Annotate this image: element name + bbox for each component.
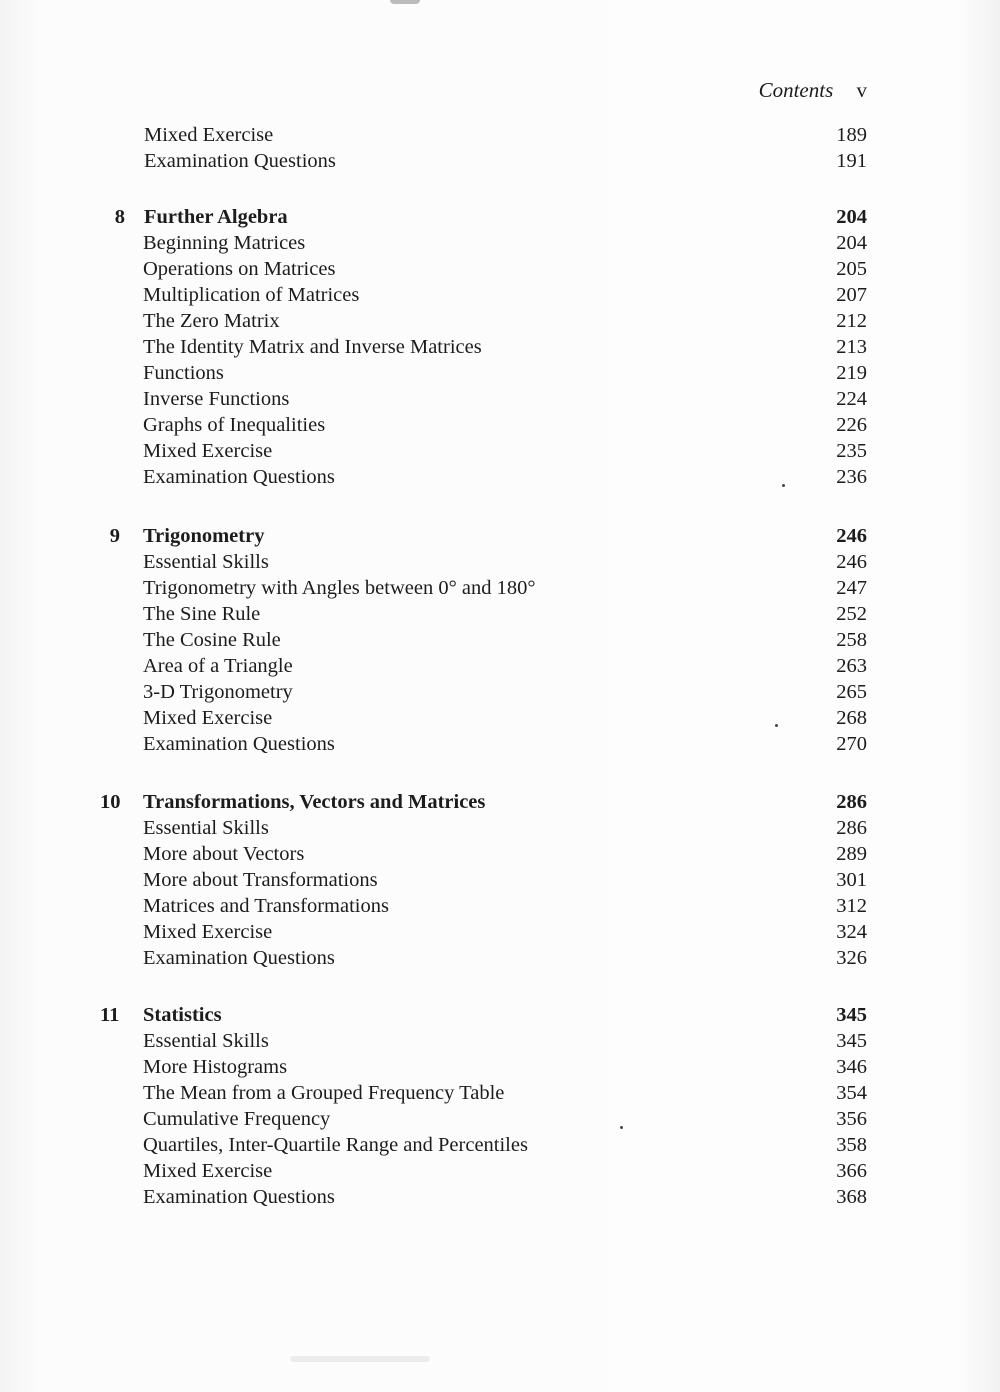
toc-entry [0,1158,1000,1184]
toc-entry-label: Mixed Exercise [143,440,273,462]
toc-entry-page: 268 [836,707,867,729]
toc-entry-page: 265 [836,681,867,703]
chapter-heading [0,789,1000,815]
toc-entry-page: 252 [836,603,867,625]
scan-speck [782,484,785,487]
toc-entry-page: 205 [836,258,867,280]
chapter-number: 11 [100,1004,120,1026]
toc-entry [0,919,1000,945]
toc-entry-page: 301 [836,869,867,891]
toc-entry-label: The Sine Rule [143,603,261,625]
toc-entry-label: Examination Questions [143,947,335,969]
chapter-page: 246 [836,525,867,547]
toc-entry-label: Area of a Triangle [143,655,293,677]
toc-entry [0,731,1000,757]
scan-speck [775,724,778,727]
chapter-page: 204 [836,206,867,228]
chapter-heading [0,204,1000,230]
toc-entry-page: 324 [836,921,867,943]
chapter-page: 345 [836,1004,867,1026]
chapter-title: Transformations, Vectors and Matrices [143,791,486,813]
toc-entry-label: Mixed Exercise [143,707,273,729]
toc-entry [0,464,1000,490]
toc-entry [0,334,1000,360]
toc-entry-label: Essential Skills [143,551,269,573]
toc-entry [0,893,1000,919]
chapter-number: 9 [109,525,120,547]
toc-entry-label: Multiplication of Matrices [143,284,360,306]
toc-entry-label: Examination Questions [143,1186,335,1208]
toc-entry-page: 191 [836,150,867,172]
toc-entry-page: 219 [836,362,867,384]
toc-entry-label: Examination Questions [143,733,335,755]
toc-entry-label: Trigonometry with Angles between 0° and 180° [143,577,536,599]
toc-entry-label: The Zero Matrix [143,310,280,332]
toc-entry [0,679,1000,705]
toc-entry [0,308,1000,334]
toc-entry-label: Graphs of Inequalities [143,414,326,436]
toc-entry-label: 3-D Trigonometry [143,681,293,703]
toc-entry-label: More about Vectors [143,843,305,865]
toc-entry-page: 247 [836,577,867,599]
toc-entry [0,386,1000,412]
toc-entry-page: 246 [836,551,867,573]
toc-entry [0,122,1000,148]
toc-entry [0,1132,1000,1158]
toc-entry-label: Examination Questions [144,150,336,172]
toc-entry-label: Matrices and Transformations [143,895,389,917]
toc-entry-page: 356 [836,1108,867,1130]
toc-entry-page: 207 [836,284,867,306]
toc-entry [0,627,1000,653]
toc-entry [0,867,1000,893]
toc-entry-label: Essential Skills [143,817,269,839]
toc-entry-label: Beginning Matrices [143,232,306,254]
chapter-title: Statistics [143,1004,222,1026]
toc-entry [0,1106,1000,1132]
toc-entry [0,256,1000,282]
toc-entry-label: Operations on Matrices [143,258,336,280]
toc-entry-page: 212 [836,310,867,332]
scan-speck [620,1126,623,1129]
toc-entry-page: 312 [836,895,867,917]
toc-entry [0,360,1000,386]
toc-entry-label: Essential Skills [143,1030,269,1052]
toc-entry-label: More Histograms [143,1056,288,1078]
running-head-page-number: v [856,78,867,102]
toc-entry-page: 235 [836,440,867,462]
toc-entry-page: 346 [836,1056,867,1078]
toc-entry-page: 286 [836,817,867,839]
running-head-title: Contents [758,78,834,102]
toc-entry [0,575,1000,601]
toc-entry-page: 263 [836,655,867,677]
chapter-number: 8 [114,206,125,228]
toc-entry [0,815,1000,841]
toc-entry-page: 236 [836,466,867,488]
toc-entry-page: 354 [836,1082,867,1104]
toc-entry-page: 289 [836,843,867,865]
toc-entry-page: 366 [836,1160,867,1182]
toc-entry [0,412,1000,438]
toc-entry-label: The Cosine Rule [143,629,281,651]
toc-entry-page: 345 [836,1030,867,1052]
toc-entry-page: 213 [836,336,867,358]
chapter-heading [0,1002,1000,1028]
toc-entry [0,945,1000,971]
toc-entry [0,1054,1000,1080]
toc-entry-page: 358 [836,1134,867,1156]
toc-entry-label: The Identity Matrix and Inverse Matrices [143,336,482,358]
chapter-heading [0,523,1000,549]
toc-entry-page: 368 [836,1186,867,1208]
toc-entry-page: 326 [836,947,867,969]
toc-entry-page: 224 [836,388,867,410]
toc-entry [0,705,1000,731]
toc-entry-label: Mixed Exercise [143,921,273,943]
scan-smudge [290,1356,430,1362]
toc-entry [0,653,1000,679]
toc-entry-label: Cumulative Frequency [143,1108,331,1130]
scan-smudge [390,0,420,4]
chapter-page: 286 [836,791,867,813]
toc-entry [0,841,1000,867]
toc-entry [0,230,1000,256]
toc-entry [0,1080,1000,1106]
toc-entry-label: Mixed Exercise [144,124,274,146]
chapter-number: 10 [100,791,121,813]
toc-entry-page: 189 [836,124,867,146]
toc-entry-label: More about Transformations [143,869,378,891]
toc-entry [0,1028,1000,1054]
toc-entry [0,1184,1000,1210]
toc-entry-page: 204 [836,232,867,254]
toc-entry [0,549,1000,575]
toc-entry [0,282,1000,308]
toc-entry [0,601,1000,627]
toc-entry-page: 270 [836,733,867,755]
toc-entry-page: 258 [836,629,867,651]
chapter-title: Trigonometry [143,525,265,547]
toc-entry-label: Examination Questions [143,466,335,488]
toc-entry-label: The Mean from a Grouped Frequency Table [143,1082,505,1104]
toc-entry-page: 226 [836,414,867,436]
toc-entry [0,438,1000,464]
toc-entry-label: Mixed Exercise [143,1160,273,1182]
toc-entry-label: Quartiles, Inter-Quartile Range and Percentiles [143,1134,528,1156]
toc-entry [0,148,1000,174]
running-head [759,78,867,103]
toc-entry-label: Inverse Functions [143,388,290,410]
chapter-title: Further Algebra [144,206,288,228]
toc-entry-label: Functions [143,362,224,384]
